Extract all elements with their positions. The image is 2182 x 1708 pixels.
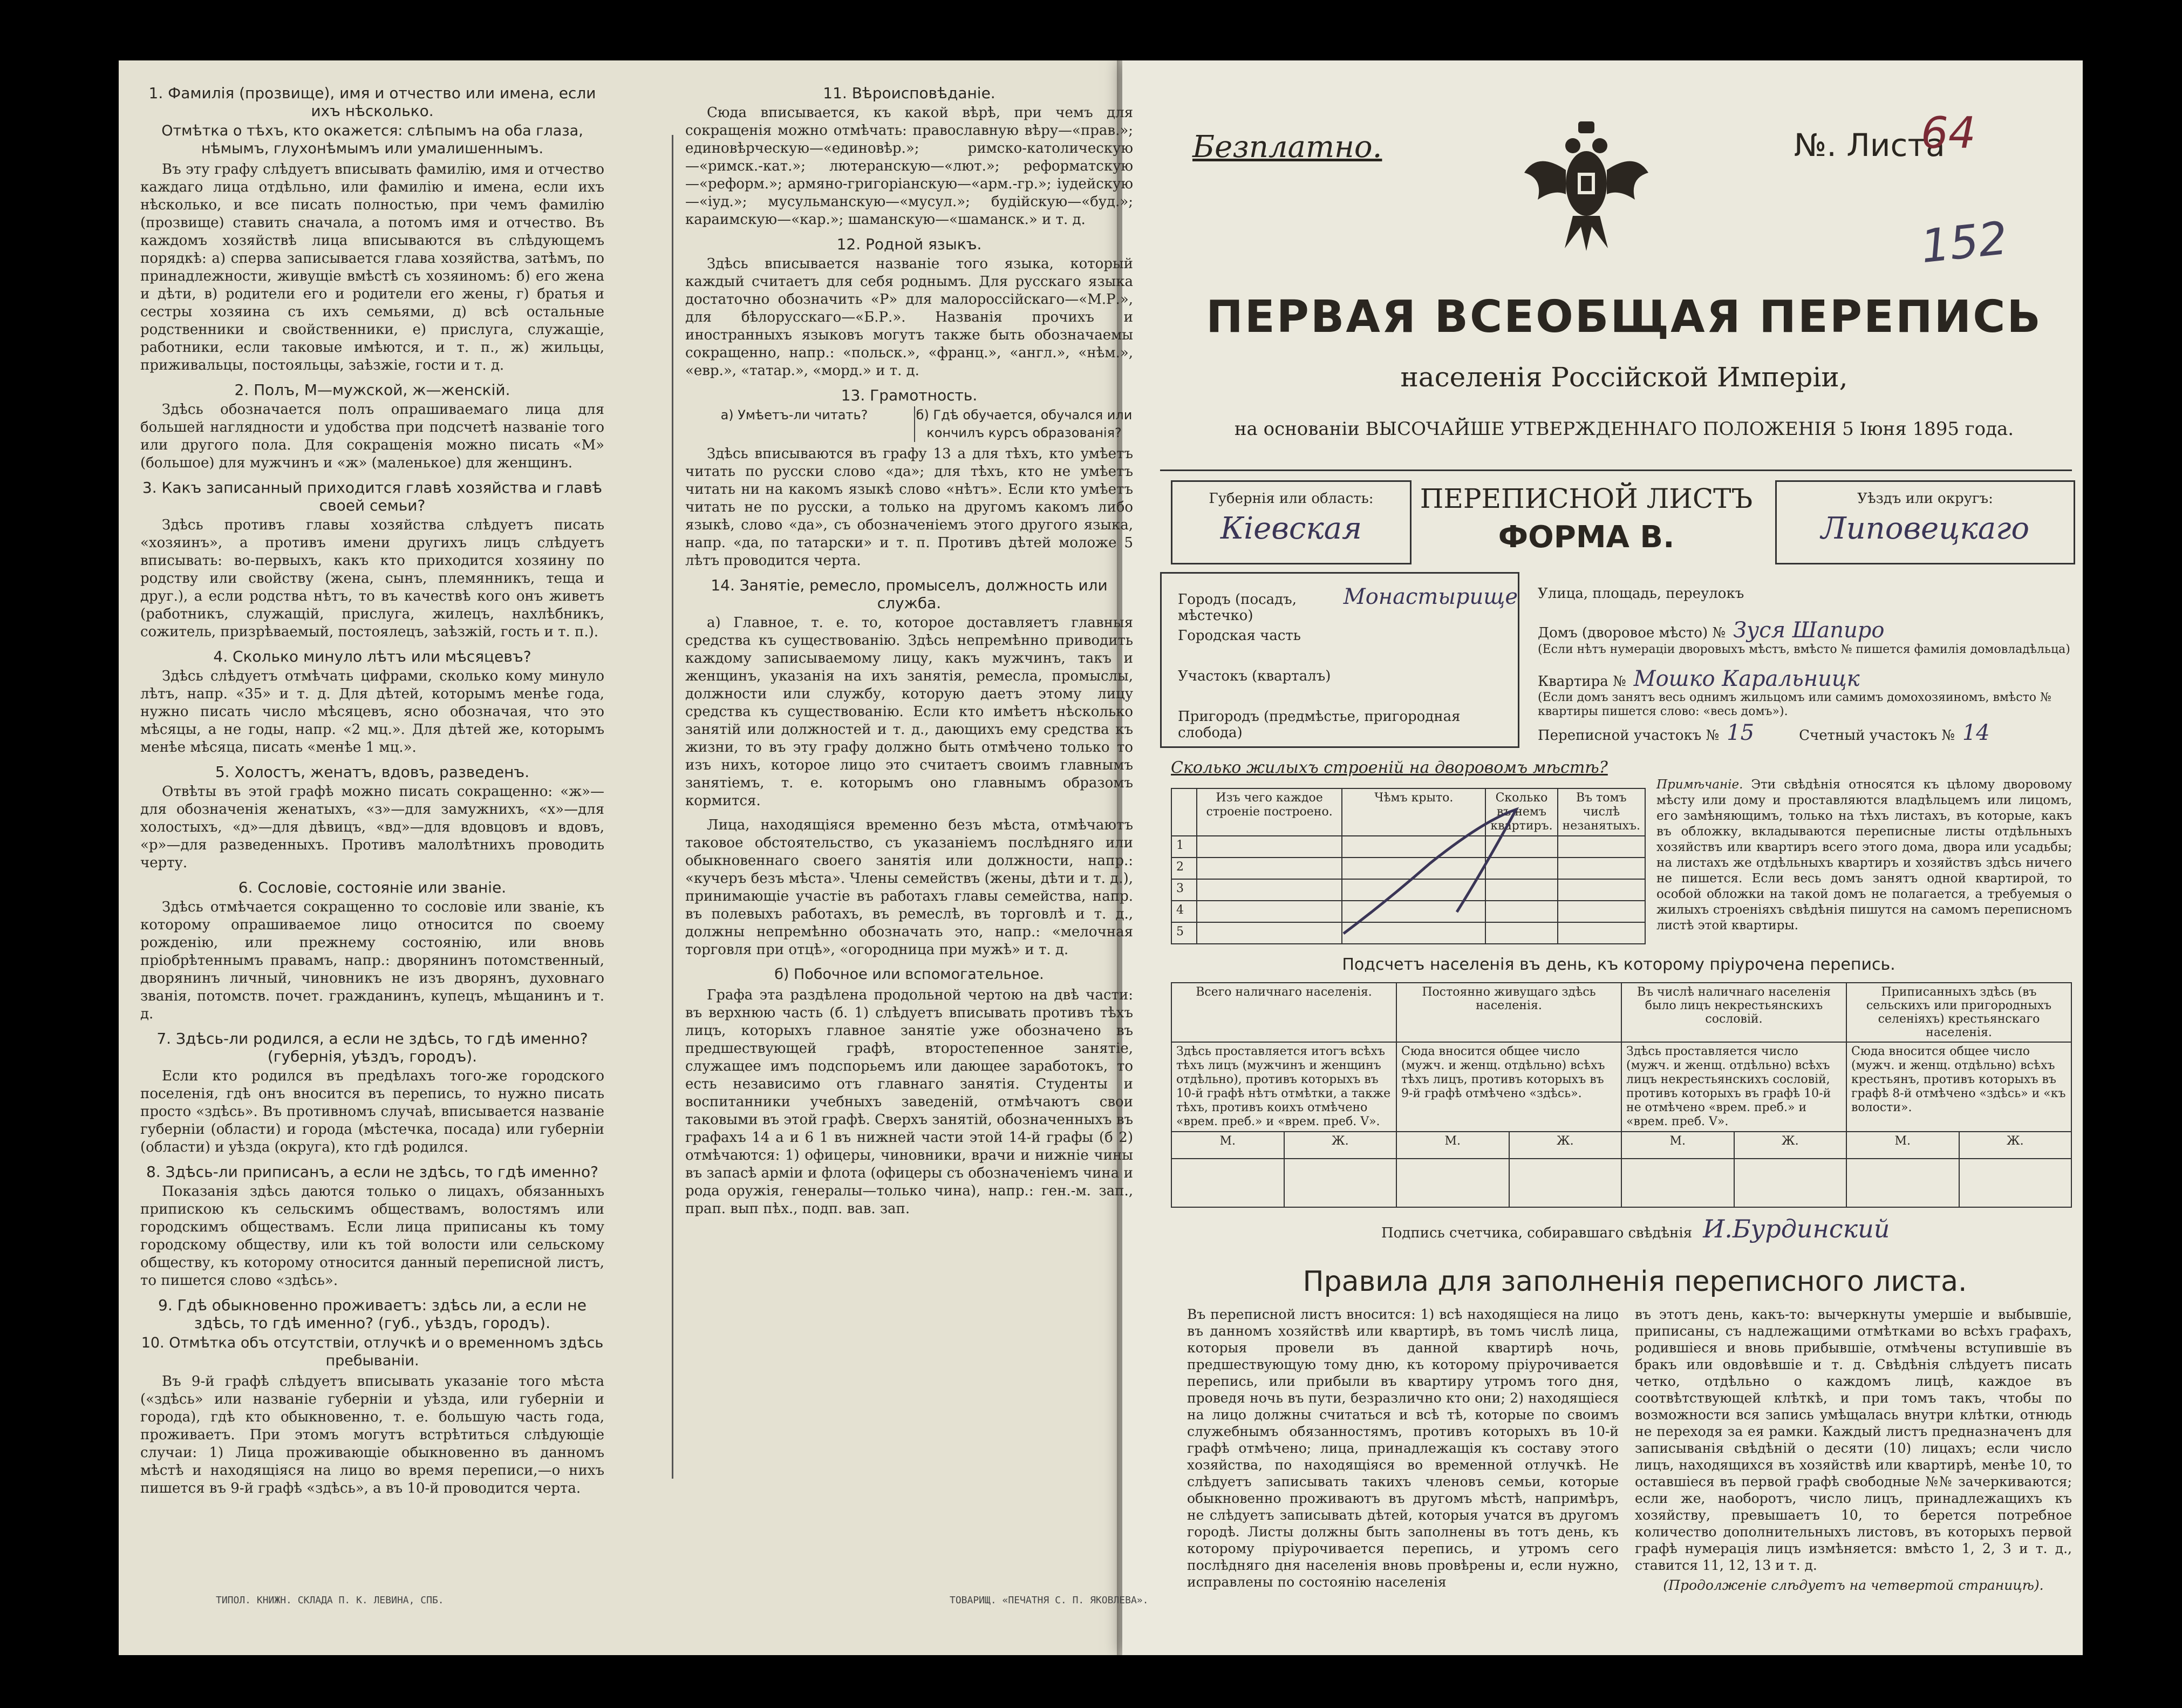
strike-through-mark: [1322, 804, 1549, 944]
literacy-a-label: а) Умѣетъ-ли читать?: [720, 407, 868, 423]
apartment-value[interactable]: Мошко Каральницк: [1633, 666, 1860, 691]
row-number: 2: [1171, 858, 1197, 879]
legal-basis: на основаніи ВЫСОЧАЙШЕ УТВЕРЖДЕННАГО ПОЛОЖЕНІЯ 5 Іюня 1895 года.: [1234, 418, 2014, 440]
apartment-note: (Если домъ занятъ весь однимъ жильцомъ или самимъ домохозяиномъ, вмѣсто № квартиры пишется слово: «весь домъ»).: [1538, 691, 2051, 718]
col-header: Изъ чего каждое строеніе построено.: [1197, 788, 1342, 836]
male-cell[interactable]: М.: [1396, 1132, 1509, 1159]
section-heading: 14. Занятіе, ремесло, промыселъ, должность или служба.: [711, 576, 1108, 612]
section-text: Здѣсь противъ главы хозяйства слѣдуетъ писать «хозяинъ», а противъ имени другихъ лицъ слѣдуетъ вписывать: во-первыхъ, какъ кто приходится хозяину по родству или свойству (жена, сынъ, племянникъ, теща и друг.), а если родства нѣтъ, то въ качествѣ кого онъ живетъ (работникъ, служащій, прислуга, жилецъ, нахлѣбникъ, сожитель, призрѣваемый, постоялецъ, заѣзжій, гость и т. п.).: [140, 517, 604, 640]
double-headed-eagle-emblem: [1522, 119, 1651, 254]
table-row: [1171, 1159, 2071, 1207]
col-description: Сюда вносится общее число (мужч. и женщ. отдѣльно) всѣхъ тѣхъ лицъ, противъ которыхъ въ 9-й графѣ отмѣчено «здѣсь».: [1396, 1042, 1621, 1132]
section-heading: 3. Какъ записанный приходится главѣ хозяйства и главѣ своей семьи?: [142, 479, 603, 514]
instructions-column-right: [685, 81, 1133, 1224]
row-number: 1: [1171, 836, 1197, 858]
col-header: Въ томъ числѣ незанятыхъ.: [1558, 788, 1645, 836]
printer-note-left: ТИПОЛ. КНИЖН. СКЛАДА П. К. ЛЕВИНА, СПБ.: [216, 1595, 444, 1606]
rules-title: Правила для заполненія переписного листа.: [1303, 1265, 1967, 1298]
table-header: [1171, 983, 2071, 1042]
section-text: а) Главное, т. е. то, которое доставляетъ главныя средства къ существованію. Здѣсь непремѣнно приводить каждому записываемому лицу, какъ мужчинъ, такъ и женщинъ, указанія на ихъ занятія, ремесла, промыслы, должности или службу, которую даетъ этому лицу средства къ существованію. Если кто имѣетъ нѣсколько занятій или должностей и т. д., дающихъ ему средства къ жизни, то въ эту графу должно быть отмѣчено только то изъ нихъ, которое лицо это считаетъ своимъ главнымъ занятіемъ, т. е. которымъ оно главнымъ образомъ кормится.: [685, 615, 1133, 809]
location-box: [1160, 572, 1519, 748]
section-text: Въ 9-й графѣ слѣдуетъ вписывать указаніе того мѣста («здѣсь» или названіе губерніи и уѣзда, или губерніи и города), гдѣ кто обыкновенно, т. е. большую часть года, проживаетъ. При этомъ могутъ встрѣтиться слѣдующіе случаи: 1) Лица проживающіе обыкновенно въ данномъ мѣстѣ и находящіяся на лицо во время переписи,—о нихъ пишется въ 9-й графѣ «здѣсь», а въ 10-й проводится черта.: [140, 1373, 604, 1496]
printer-note-right: ТОВАРИЩ. «ПЕЧАТНЯ С. П. ЯКОВЛЕВА».: [950, 1595, 1149, 1606]
district-value[interactable]: Липовецкаго: [1820, 511, 2030, 546]
note-text: Эти свѣдѣнія относятся къ цѣлому дворовому мѣсту или дому и проставляются владѣльцемъ или лицомъ, его замѣняющимъ, только на тѣхъ листахъ, въ которые, какъ въ обложку, вкладываются переписные листы отдѣльныхъ хозяйствъ или квартиръ всего этого дома, двора или усадьбы; на листахъ же отдѣльныхъ квартиръ и хозяйствъ здѣсь ничего не пишется. Если весь домъ занятъ одной квартирой, то особой обложки на такой домъ не полагается, а требуемыя о жилыхъ строеніяхъ свѣдѣнія пишутся на самомъ переписномъ листѣ этой квартиры.: [1656, 778, 2072, 933]
buildings-note: [1656, 777, 2072, 934]
house-value[interactable]: Зуся Шапиро: [1733, 618, 1885, 643]
section-6: [140, 879, 604, 1023]
instructions-column-left: [140, 81, 604, 1504]
section-12: [685, 235, 1133, 380]
table-row: [1171, 1042, 2071, 1132]
city-label: Городъ (посадъ, мѣстечко): [1178, 591, 1297, 624]
column-divider: [672, 135, 673, 1479]
section-text: Сюда вписывается, къ какой вѣрѣ, при чемъ для сокращенія можно отмѣчать: православную вѣру—«прав.»; единовѣрческую—«единовѣр.»; римско-католическую—«римск.-кат.»; лютеранскую—«лют.»; реформатскую—«реформ.»; армяно-григоріанскую—«арм.-гр.»; іудейскую—«іуд.»; мусульманскую—«мусул.»; будійскую—«буд.»; караимскую—«кар.»; шаманскую—«шаманск.» и т. д.: [685, 105, 1133, 228]
buildings-question: Сколько жилыхъ строеній на дворовомъ мѣстѣ?: [1171, 758, 1608, 777]
rule: [1160, 469, 2072, 471]
male-cell[interactable]: М.: [1171, 1132, 1284, 1159]
row-number: 4: [1171, 901, 1197, 922]
section-heading: 7. Здѣсь-ли родился, а если не здѣсь, то гдѣ именно? (губернія, уѣздъ, городъ).: [156, 1030, 588, 1065]
col-header: Приписанныхъ здѣсь (въ сельскихъ или пригородныхъ селеніяхъ) крестьянскаго населенія.: [1846, 983, 2071, 1042]
form-header: [1419, 483, 1754, 555]
female-cell[interactable]: Ж.: [1734, 1132, 1847, 1159]
house-note: (Если нѣтъ нумераціи дворовыхъ мѣстъ, вмѣсто № пишется фамилія домовладѣльца): [1538, 643, 2070, 656]
section-4: [140, 648, 604, 757]
section-text: Въ эту графу слѣдуетъ вписывать фамилію, имя и отчество каждаго лица отдѣльно, или фамилію и имена, если ихъ нѣсколько, и все писать полностью, при чемъ фамилію (прозвище) ставить сначала, а потомъ имя и отчество. Въ каждомъ хозяйствѣ лица вписываются въ слѣдующемъ порядкѣ: а) сперва записывается глава хозяйства, затѣмъ, по принадлежности, живущіе вмѣстѣ съ хозяиномъ: б) его жена и дѣти, в) родители его и родители его жены, г) братья и сестры хозяина съ ихъ семьями, д) всѣ остальные родственники и свойственники, е) прислуга, служащіе, работники, если таковые имѣются, и т. п., ж) жильцы, приживальцы, постояльцы, заѣзжіе, гости и т. д.: [140, 161, 604, 373]
house-label: Домъ (дворовое мѣсто) №: [1538, 625, 1726, 641]
col-header: Въ числѣ наличнаго населенія было лицъ некрестьянскихъ сословій.: [1621, 983, 1846, 1042]
section-text: Отвѣты въ этой графѣ можно писать сокращенно: «ж»—для обозначенія женатыхъ, «з»—для замужнихъ, «х»—для холостыхъ, «д»—для дѣвицъ, «вд»—для вдовцовъ и вдовъ, «р»—для разведенныхъ. Противъ малолѣтнихъ проводить черту.: [140, 784, 604, 871]
address-fields: [1527, 575, 2072, 747]
census-section-value[interactable]: 15: [1727, 720, 1755, 745]
house-row: [1538, 618, 1884, 643]
col-header: Постоянно живущаго здѣсь населенія.: [1396, 983, 1621, 1042]
signature-row: [1381, 1214, 1890, 1243]
section-text: Здѣсь вписываются въ графу 13 а для тѣхъ, кто умѣетъ читать по русски слово «да»; для тѣхъ, кто не умѣетъ читать ни на какомъ языкѣ слово «нѣтъ». Если кто умѣетъ читать не по русски, а только на другомъ какомъ либо языкѣ, слово «да», съ обозначеніемъ этого другого языка, напр. «да, по татарски» и т. п. Противъ дѣтей моложе 5 лѣтъ проводится черта.: [685, 446, 1133, 569]
apartment-label: Квартира №: [1538, 673, 1626, 690]
section-text: Здѣсь вписывается названіе того языка, который каждый считаетъ для себя роднымъ. Для русскаго языка достаточно обозначить «Р» для малороссійскаго—«М.Р.», для бѣлорусскаго—«Б.Р.». Названія прочихъ и иностранныхъ языковъ могутъ также быть обозначаемы сокращенно, напр.: «польск.», «франц.», «англ.», «нѣм.», «евр.», «татар.», «морд.» и т. д.: [685, 256, 1133, 379]
street-label: Улица, площадь, переулокъ: [1538, 586, 1744, 602]
section-heading: 8. Здѣсь-ли приписанъ, а если не здѣсь, то гдѣ именно?: [146, 1163, 599, 1181]
section-14: [685, 576, 1133, 1218]
section-text: Здѣсь отмѣчается сокращенно то сословіе или званіе, къ которому опрашиваемое лицо относится по своему рожденію, или прежнему состоянію, или вновь пріобрѣтеннымъ правамъ, напр.: дворянинъ потомственный, дворянинъ личный, чиновникъ не изъ дворянъ, духовнаго званія, потомств. почет. гражданинъ, купецъ, мѣщанинъ и т. д.: [140, 899, 604, 1022]
count-section-value[interactable]: 14: [1962, 720, 1990, 745]
section-text: Если кто родился въ предѣлахъ того-же городского поселенія, гдѣ онъ вносится въ перепись, то нужно писать просто «здѣсь». Въ противномъ случаѣ, вписывается названіе губерніи (области) и города (мѣстечка, посада) или губерніи (области) и уѣзда (округа), кто гдѣ родился.: [140, 1068, 604, 1155]
count-section-label: Счетный участокъ №: [1799, 727, 1955, 744]
count-title: Подсчетъ населенія въ день, къ которому пріурочена перепись.: [1342, 955, 1895, 974]
section-subheading: Отмѣтка о тѣхъ, кто окажется: слѣпымъ на оба глаза, нѣмымъ, глухонѣмымъ или умалишеннымъ.: [161, 123, 583, 157]
province-label: Губернія или область:: [1209, 491, 1374, 507]
signature-value: И.Бурдинский: [1703, 1214, 1890, 1243]
female-cell[interactable]: Ж.: [1509, 1132, 1622, 1159]
section-heading: 5. Холостъ, женатъ, вдовъ, разведенъ.: [215, 763, 530, 781]
section-heading: 9. Гдѣ обыкновенно проживаетъ: здѣсь ли, а если не здѣсь, то гдѣ именно? (губ., уѣздъ, городъ).: [158, 1296, 587, 1332]
section-heading: 13. Грамотность.: [841, 386, 978, 404]
rules-column-left: Въ переписной листъ вносится: 1) всѣ находящіеся на лицо въ данномъ хозяйствѣ или квартирѣ, въ томъ числѣ лица, которыя провели въ данной квартирѣ ночь, предшествующую тому дню, къ которому пріурочивается перепись, или прибыли въ квартиру утромъ того дня, проведя ночь въ пути, безразлично кто они; 2) находящіеся на лицо должны считаться и всѣ тѣ, которые по своимъ служебнымъ обязанностямъ, противъ которыхъ въ 10-й графѣ отмѣчено; лица, принадлежащія къ составу этого хозяйства, по находящіяся во временной отлучкѣ. Не слѣдуетъ записывать такихъ членовъ семьи, которые обыкновенно проживаютъ въ другомъ мѣстѣ, напримѣръ, не слѣдуетъ записывать дѣтей, которыя учатся въ другомъ городѣ. Листы должны быть заполнены въ тотъ день, къ которому пріурочивается перепись, и утромъ сего послѣдняго дня населенія вновь провѣрены и, если нужно, исправлены по состоянію населенія: [1187, 1306, 1619, 1590]
section-7: [140, 1030, 604, 1156]
row-number: 3: [1171, 879, 1197, 901]
rules-text: въ этотъ день, какъ-то: вычеркнуты умершіе и выбывшіе, приписаны, съ надлежащими отмѣтками во всѣхъ графахъ, родившіеся и вновь прибывшіе, отмѣчены вступившіе въ бракъ или овдовѣвшіе и т. д. Свѣдѣнія слѣдуетъ писать четко, отдѣльно о каждомъ лицѣ, каждое въ соотвѣтствующей клѣткѣ, и при томъ такъ, чтобы по возможности вся запись умѣщалась внутри клѣтки, отнюдь не переходя за ея рамки. Каждый листъ предназначенъ для записыванія свѣдѣній о десяти (10) лицахъ; если число лицъ, находящихся въ хозяйствѣ или квартирѣ, менѣе 10, то оставшіеся въ первой графѣ свободные №№ зачеркиваются; если же, наоборотъ, число лицъ, принадлежащихъ къ хозяйству, превышаетъ 10, то берется потребное количество дополнительныхъ листовъ, въ которыхъ первой графѣ нумерація лицъ измѣняется: вмѣсто 1, 2, 3 и т. д., ставится 11, 12, 13 и т. д.: [1635, 1306, 2072, 1573]
section-13: [685, 386, 1133, 570]
free-label: Безплатно.: [1192, 130, 1382, 165]
city-part-label: Городская часть: [1178, 628, 1301, 644]
section-9-10: [140, 1296, 604, 1498]
section-heading: 6. Сословіе, состояніе или званіе.: [238, 879, 507, 896]
archive-number-handwritten: 152: [1918, 211, 2010, 274]
rules-continue-note: (Продолженіе слѣдуетъ на четвертой страницѣ).: [1663, 1577, 2044, 1593]
literacy-b-label: б) Гдѣ обучается, обучался или кончилъ курсъ образованія?: [914, 406, 1133, 442]
section-text: Показанія здѣсь даются только о лицахъ, обязанныхъ припискою къ сельскимъ обществамъ, волостямъ или городскимъ обществамъ. Если лица приписаны къ тому городскому обществу, или къ той волости или сельскому обществу, къ которому относится данный переписной листъ, то пишется слово «здѣсь».: [140, 1183, 604, 1289]
section-text: Лица, находящіяся временно безъ мѣста, отмѣчаютъ таковое обстоятельство, съ указаніемъ послѣдняго или обыкновеннаго своего занятія или должности, напр.: «кучеръ безъ мѣста». Члены семействъ (жены, дѣти и т. д.), принимающіе участіе въ работахъ главы семейства, напр. въ полевыхъ работахъ, въ ремеслѣ, въ торговлѣ и т. д., должны непремѣнно обозначать это, напр.: «мелочная торговля при отцѣ», «огородница при мужѣ» и т. д.: [685, 817, 1133, 958]
section-heading: б) Побочное или вспомогательное.: [774, 966, 1044, 983]
form-title: ПЕРЕПИСНОЙ ЛИСТЪ: [1420, 483, 1753, 514]
district-box: [1775, 480, 2075, 564]
female-cell[interactable]: Ж.: [1959, 1132, 2072, 1159]
city-row: [1178, 584, 1518, 624]
city-value[interactable]: Монастырище: [1343, 584, 1518, 609]
female-cell[interactable]: Ж.: [1284, 1132, 1397, 1159]
census-section-label: Переписной участокъ №: [1538, 727, 1720, 744]
form-name: ФОРМА В.: [1498, 520, 1675, 555]
section-text: Здѣсь слѣдуетъ отмѣчать цифрами, сколько кому минуло лѣтъ, напр. «35» и т. д. Для дѣтей, которымъ менѣе года, нужно писать число мѣсяцевъ, ясно обозначая, что это мѣсяцы, а не годы, напр. «2 мц.». Для дѣтей же, которымъ менѣе мѣсяца, писать «менѣе 1 мц.».: [140, 668, 604, 756]
note-title: Примѣчаніе.: [1656, 778, 1743, 792]
section-heading: 1. Фамилія (прозвище), имя и отчество или имена, если ихъ нѣсколько.: [148, 84, 596, 120]
province-value[interactable]: Кіевская: [1220, 511, 1362, 546]
col-description: Здѣсь проставляется число (мужч. и женщ. отдѣльно) всѣхъ лицъ некрестьянскихъ сословій, противъ которыхъ въ графѣ 10-й не отмѣчено «врем. преб.» и «врем. преб. V».: [1621, 1042, 1846, 1132]
rules-column-right: [1635, 1306, 2072, 1594]
row-number: 5: [1171, 922, 1197, 944]
sheet-number-handwritten: 64: [1921, 108, 1976, 158]
col-description: Сюда вносится общее число (мужч. и женщ. отдѣльно) всѣхъ крестьянъ, противъ которыхъ въ графѣ 8-й отмѣчено «здѣсь» и «къ волости».: [1846, 1042, 2071, 1132]
census-section-row: [1538, 720, 1990, 745]
col-description: Здѣсь проставляется итогъ всѣхъ тѣхъ лицъ (мужчинъ и женщинъ отдѣльно), противъ которыхъ въ 10-й графѣ нѣтъ отмѣтки, а также тѣхъ, противъ коихъ отмѣчено «врем. преб.» и «врем. преб. V».: [1171, 1042, 1396, 1132]
col-header: Всего наличнаго населенія.: [1171, 983, 1396, 1042]
male-cell[interactable]: М.: [1846, 1132, 1959, 1159]
section-heading: 4. Сколько минуло лѣтъ или мѣсяцевъ?: [213, 648, 531, 665]
section-11: [685, 84, 1133, 229]
male-cell[interactable]: М.: [1621, 1132, 1734, 1159]
col-header: Сколько въ немъ квартиръ.: [1485, 788, 1557, 836]
province-box: [1171, 480, 1412, 564]
suburb-label: Пригородъ (предмѣстье, пригородная слобода): [1178, 709, 1461, 741]
apartment-row: [1538, 666, 1860, 691]
sheet-number-label: №. Листа: [1794, 127, 1945, 164]
section-5: [140, 763, 604, 872]
section-2: [140, 381, 604, 472]
page-title: ПЕРВАЯ ВСЕОБЩАЯ ПЕРЕПИСЬ: [1206, 291, 2042, 343]
section-text: Здѣсь обозначается полъ опрашиваемаго лица для большей наглядности и удобства при подсчетѣ названіе того или другого пола. Для сокращенія можно писать «М» (большое) для мужчинъ и «ж» (маленькое) для женщинъ.: [140, 402, 604, 471]
section-heading: 12. Родной языкъ.: [836, 235, 982, 253]
section-heading: 11. Вѣроисповѣданіе.: [823, 84, 995, 102]
section-label: Участокъ (кварталъ): [1178, 668, 1331, 684]
page-subtitle: населенія Россійской Имперіи,: [1400, 362, 1848, 393]
section-heading-b: 10. Отмѣтка объ отсутствіи, отлучкѣ и о временномъ здѣсь пребываніи.: [141, 1335, 604, 1369]
col-header: Чѣмъ крыто.: [1342, 788, 1485, 836]
table-row: [1171, 1132, 2071, 1159]
section-1: [140, 84, 604, 375]
population-table: [1171, 982, 2072, 1208]
district-label: Уѣздъ или округъ:: [1857, 491, 1993, 507]
section-text: Графа эта раздѣлена продольной чертою на двѣ части: въ верхнюю часть (б. 1) слѣдуетъ вписывать противъ тѣхъ лицъ, которыхъ главное занятіе уже обозначено въ предшествующей графѣ, второстепенное занятіе, служащее имъ подспорьемъ или дающее заработокъ, то есть независимо отъ главнаго занятія. Студенты и воспитанники учебныхъ заведеній, отмѣчаютъ свои таковыми въ этой графѣ. Сверхъ занятій, обозначенныхъ въ графахъ 14 а и 6 1 въ нижней части этой 14-й графы (б 2) отмѣчаются: 1) офицеры, чиновники, врачи и нижніе чины въ запасѣ арміи и флота (офицеры съ обозначеніемъ чина и рода оружія, генералы—только чина), напр.: ген.-м. зап., прап. вып пѣх., подп. вав. зап.: [685, 987, 1133, 1217]
section-heading: 2. Полъ, М—мужской, ж—женскій.: [234, 381, 510, 399]
section-8: [140, 1163, 604, 1290]
section-3: [140, 479, 604, 641]
signature-label: Подпись счетчика, собиравшаго свѣдѣнія: [1381, 1225, 1693, 1241]
